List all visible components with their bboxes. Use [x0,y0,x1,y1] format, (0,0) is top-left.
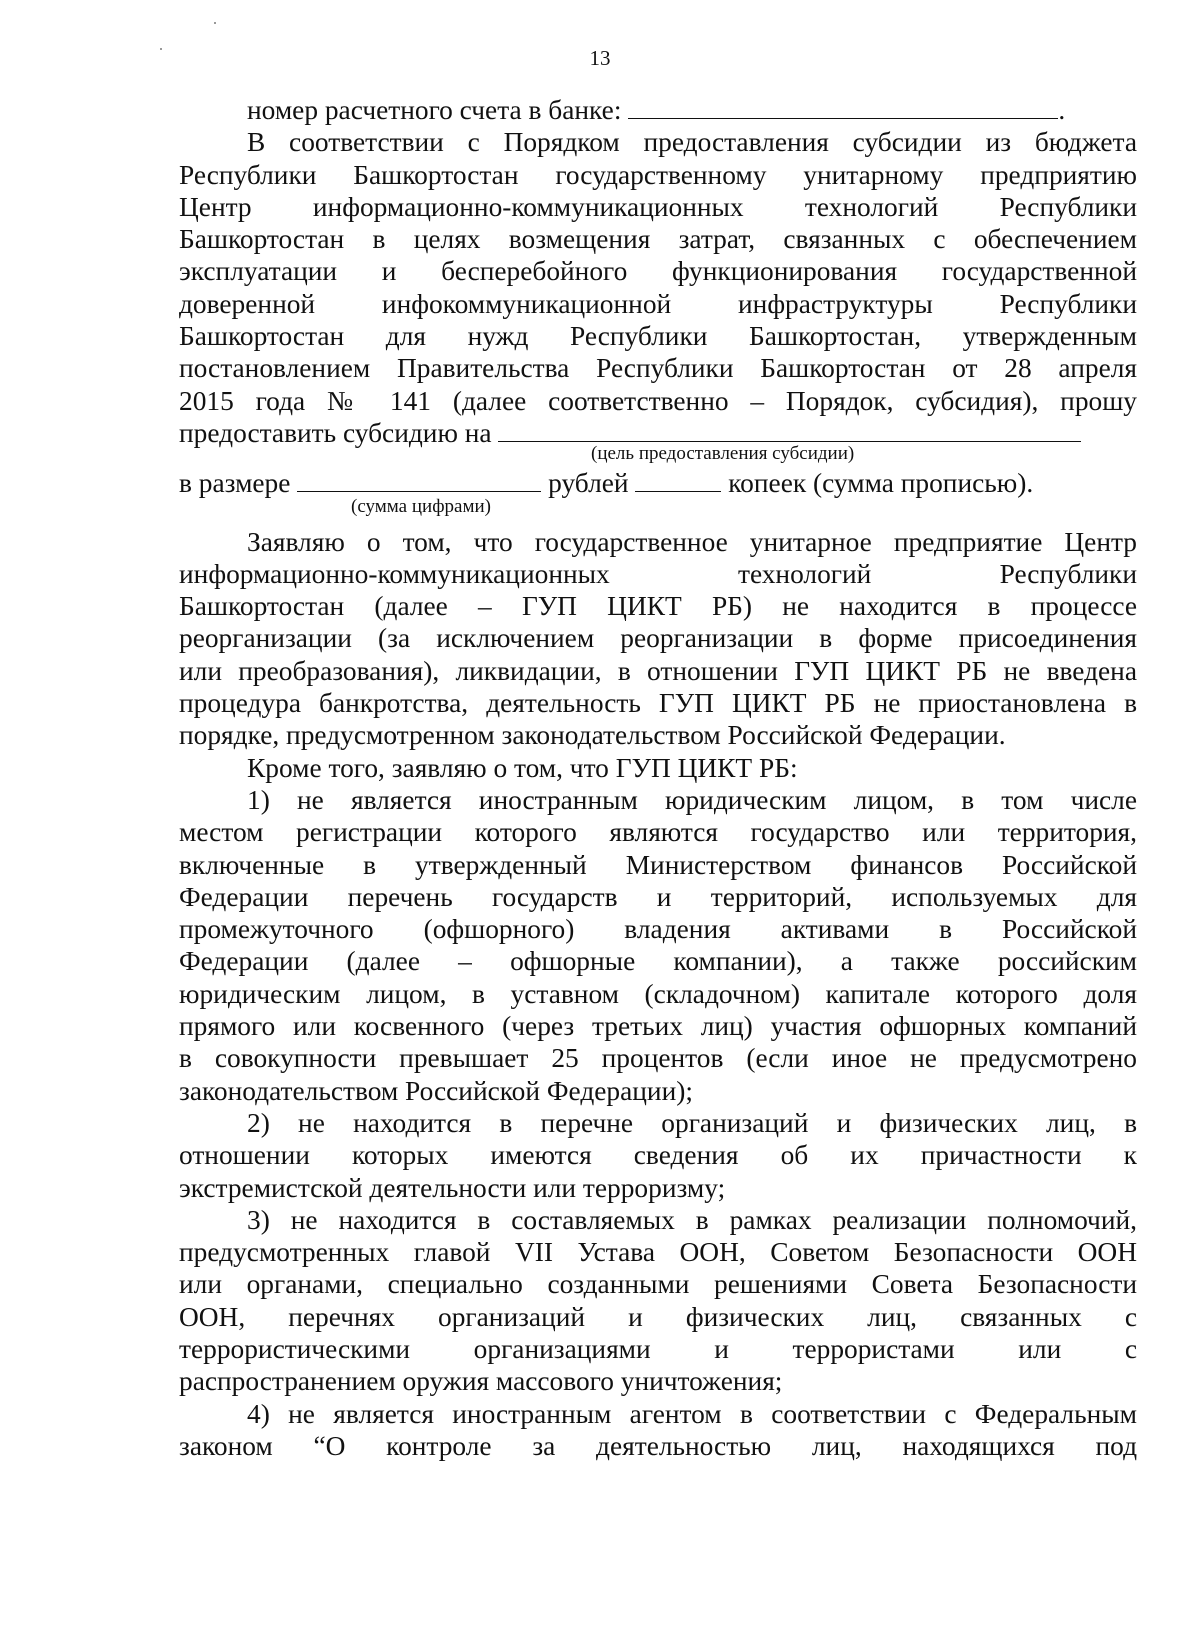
text-line: В соответствии с Порядком предоставления субсидии из бюджета [247,127,1137,158]
text-line: доверенной инфокоммуникационной инфраструктуры Республики [179,288,1137,319]
text-line: Башкортостан (далее – ГУП ЦИКТ РБ) не находится в процессе [179,591,1137,622]
text-line: процедура банкротства, деятельность ГУП ЦИКТ РБ не приостановлена в [179,688,1137,719]
text-line: промежуточного (офшорного) владения активами в Российской [179,914,1137,945]
purpose-label: предоставить субсидию на [179,417,492,448]
list-item-1 [179,784,1137,1107]
account-number-blank [628,94,1058,119]
text-line: законом “О контроле за деятельностью лиц, находящихся под [179,1430,1137,1461]
text-line: прямого или косвенного (через третьих лиц) участия офшорных компаний [179,1011,1137,1042]
page-number: 13 [589,46,611,70]
text-line: или преобразования), ликвидации, в отношении ГУП ЦИКТ РБ не введена [179,655,1137,686]
text-line: 1) не является иностранным юридическим лицом, в том числе [247,784,1137,815]
account-number-end: . [1058,95,1066,125]
text-line: Федерации перечень государств и территорий, используемых для [179,881,1137,912]
amount-kopecks-label: копеек (сумма прописью). [728,468,1034,499]
text-line: отношении которых имеются сведения об их причастности к [179,1140,1137,1171]
scan-speck [214,22,216,24]
text-line: ООН, перечнях организаций и физических лиц, связанных с [179,1301,1137,1332]
text-line: порядке, предусмотренном законодательством Российской Федерации. [179,720,1006,751]
text-line: распространением оружия массового уничтожения; [179,1366,783,1397]
text-line: 2) не находится в перечне организаций и физических лиц, в [247,1107,1137,1138]
amount-label: в размере [179,468,291,499]
text-line: местом регистрации которого являются государство или территория, [179,817,1137,848]
list-item-2 [179,1107,1137,1204]
text-line: постановлением Правительства Республики Башкортостан от 28 апреля [179,353,1137,384]
purpose-caption: (цель предоставления субсидии) [591,443,855,465]
list-item-3 [179,1204,1137,1398]
text-line: юридическим лицом, в уставном (складочном) капитале которого доля [179,978,1137,1009]
amount-kopecks-blank [635,467,721,492]
amount-line [179,467,1137,499]
text-line: экстремистской деятельности или терроризму; [179,1172,726,1203]
amount-rubles-label: рублей [548,468,629,499]
text-line: Республики Башкортостан государственному унитарному предприятию [179,159,1137,190]
text-line: реорганизации (за исключением реорганизации в форме присоединения [179,623,1137,654]
text-line: Федерации (далее – офшорные компании), а также российским [179,946,1137,977]
text-line: 3) не находится в составляемых в рамках реализации полномочий, [247,1204,1137,1235]
text-line: эксплуатации и бесперебойного функционирования государственной [179,256,1137,287]
text-line: 2015 года № 141 (далее соответственно – Порядок, субсидия), прошу [179,385,1137,416]
text-line: террористическими организациями и террористами или с [179,1333,1137,1364]
text-line: включенные в утвержденный Министерством финансов Российской [179,849,1137,880]
text-line: в совокупности превышает 25 процентов (если иное не предусмотрено [179,1043,1137,1074]
text-line: информационно-коммуникационных технологий Республики [179,558,1137,589]
document-body [179,94,1137,1462]
text-line: Башкортостан для нужд Республики Башкортостан, утвержденным [179,321,1137,352]
text-line: Заявляю о том, что государственное унитарное предприятие Центр [247,526,1137,557]
text-line: или органами, специально созданными решениями Совета Безопасности [179,1269,1137,1300]
text-line: предусмотренных главой VII Устава ООН, Советом Безопасности ООН [179,1237,1137,1268]
amount-caption: (сумма цифрами) [351,495,491,517]
text-line: законодательством Российской Федерации); [179,1075,693,1106]
besides-paragraph: Кроме того, заявляю о том, что ГУП ЦИКТ РБ: [247,752,798,783]
purpose-blank [498,417,1081,442]
account-number-line [179,94,1137,126]
text-line: 4) не является иностранным агентом в соответствии с Федеральным [247,1398,1137,1429]
declaration-paragraph [179,526,1137,752]
list-item-4 [179,1398,1137,1463]
text-line: Башкортостан в целях возмещения затрат, связанных с обеспечением [179,224,1137,255]
text-line: Центр информационно-коммуникационных технологий Республики [179,191,1137,222]
amount-digits-blank [297,467,541,492]
intro-paragraph [179,126,1137,417]
account-number-label: номер расчетного счета в банке: [247,95,622,125]
